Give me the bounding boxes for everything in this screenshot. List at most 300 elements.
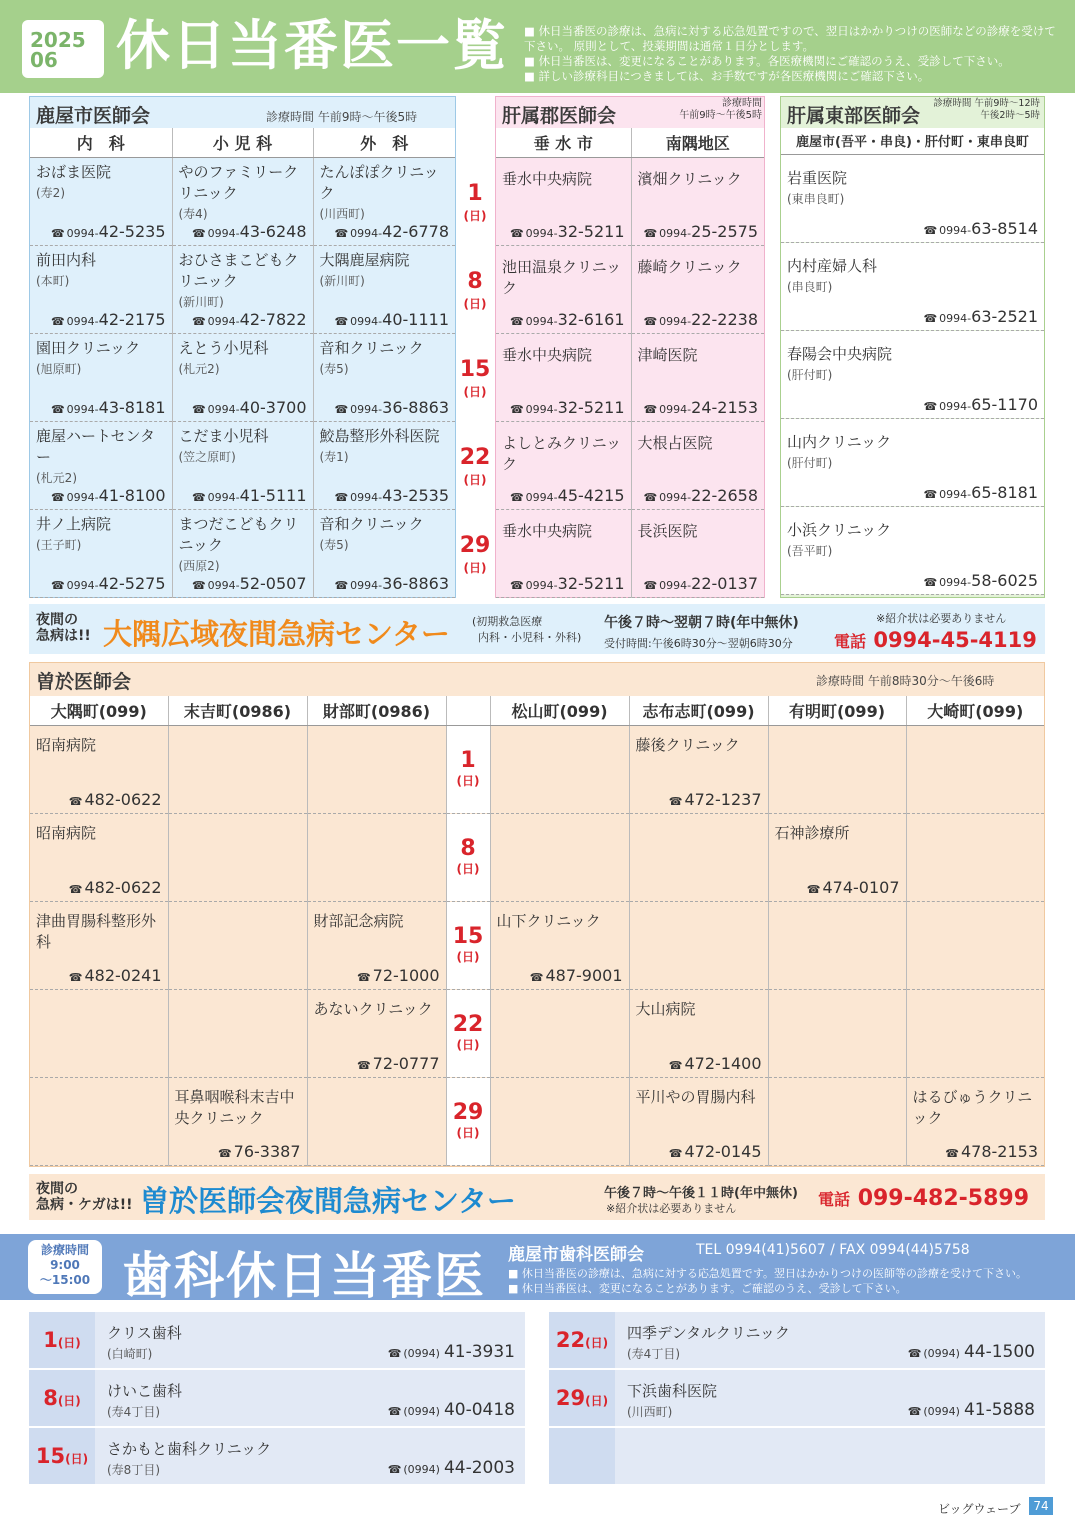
clinic-cell — [631, 334, 764, 422]
phone-prefix: 0994- — [939, 575, 972, 589]
phone-prefix: (0994) — [923, 1405, 960, 1418]
phone-number: 40-1111 — [382, 310, 449, 329]
clinic-cell — [313, 246, 455, 334]
phone-number: 482-0241 — [84, 966, 162, 985]
dental-row — [549, 1428, 1045, 1484]
clinic-cell — [307, 902, 446, 990]
clinic-phone — [51, 398, 166, 417]
phone-number: 43-6248 — [239, 222, 307, 241]
clinic-cell — [307, 726, 446, 814]
clinic-area: (川西町) — [319, 207, 365, 221]
phone-prefix: 0994- — [350, 491, 383, 504]
clinic-name: 津崎医院 — [637, 346, 698, 364]
clinic-phone — [923, 219, 1038, 238]
clinic-cell — [172, 510, 313, 598]
phone-prefix: 0994- — [939, 399, 972, 413]
clinic-cell — [30, 1078, 168, 1166]
phone-icon — [51, 486, 67, 505]
clinic-name: 垂水中央病院 — [502, 346, 593, 364]
dental-row — [29, 1370, 525, 1426]
phone-icon — [643, 398, 659, 417]
clinic-area: (東串良町) — [787, 191, 845, 206]
kimotsuki-header-row — [496, 128, 764, 158]
clinic-phone — [192, 222, 307, 241]
clinic-name: 財部記念病院 — [313, 912, 404, 930]
clinic-cell — [168, 814, 307, 902]
clinic-area: (旭原町) — [36, 362, 82, 376]
night2-lead: 夜間の 急病・ケガは!! — [36, 1181, 133, 1213]
phone-number: 65-8181 — [971, 482, 1038, 502]
clinic-phone — [510, 310, 625, 329]
day-marker — [455, 447, 495, 488]
soo-hours: 診療時間 午前8時30分～午後6時 — [816, 674, 995, 688]
clinic-area: (寿5) — [319, 362, 349, 376]
day-cell — [446, 990, 490, 1078]
clinic-area: (白崎町) — [107, 1347, 153, 1361]
phone-number: 65-1170 — [971, 394, 1038, 414]
page-title: 休日当番医一覧 — [116, 14, 508, 77]
phone-prefix: 0994- — [525, 315, 558, 328]
day-number: 8 — [460, 836, 476, 861]
table-row — [496, 246, 764, 334]
clinic-area: (川西町) — [627, 1405, 673, 1419]
dental-day — [29, 1312, 95, 1368]
dental-notes: ■ 休日当番医の診療は、急病に対する応急処置です。翌日はかかりつけの医師等の診療を受けて下さい。 ■ 休日当番医は、変更になることがあります。ご確認のうえ、受診して下さい。 — [508, 1267, 1028, 1295]
clinic-cell — [490, 990, 629, 1078]
clinic-cell — [906, 1078, 1044, 1166]
day-marker — [455, 183, 495, 224]
phone-icon — [357, 1054, 373, 1073]
phone-prefix: 0994- — [207, 491, 240, 504]
clinic-cell — [30, 726, 168, 814]
clinic-phone — [643, 222, 758, 241]
clinic-name: 鮫島整形外科医院 — [319, 427, 440, 445]
kimotsuki-east-table — [781, 128, 1044, 595]
clinic-phone — [357, 1054, 440, 1073]
kimotsuki-east-hours: 診療時間 午前9時～12時 午後2時～5時 — [933, 98, 1040, 121]
clinic-name: 内村産婦人科 — [787, 256, 878, 275]
phone-prefix: 0994- — [66, 227, 99, 240]
clinic-name: 垂水中央病院 — [502, 170, 593, 188]
table-row — [30, 902, 1044, 990]
clinic-cell — [30, 990, 168, 1078]
clinic-cell — [168, 902, 307, 990]
day-of-week: (日) — [57, 1336, 81, 1350]
kanoya-hours: 診療時間 午前9時～午後5時 — [266, 110, 418, 124]
dental-row — [549, 1370, 1045, 1426]
month-text: 06 — [30, 48, 58, 72]
clinic-cell — [168, 726, 307, 814]
clinic-phone — [510, 398, 625, 417]
dental-day — [29, 1370, 95, 1426]
kimotsuki-col-header: 垂 水 市 — [496, 128, 631, 158]
clinic-phone — [192, 398, 307, 417]
clinic-phone — [334, 222, 449, 241]
clinic-name: さかもと歯科クリニック — [107, 1440, 272, 1458]
clinic-name: 音和クリニック — [319, 339, 424, 357]
clinic-cell — [30, 158, 172, 246]
phone-icon — [807, 878, 823, 897]
clinic-cell — [629, 726, 768, 814]
day-cell — [446, 1078, 490, 1166]
clinic-phone — [69, 790, 162, 809]
clinic-name: やのファミリークリニック — [178, 163, 299, 202]
day-of-week: (日) — [585, 1336, 609, 1350]
night1-hours: 午後７時～翌朝７時(年中無休) — [604, 615, 799, 631]
clinic-cell — [307, 990, 446, 1078]
clinic-cell — [307, 814, 446, 902]
table-row — [781, 154, 1044, 242]
table-row — [30, 726, 1044, 814]
clinic-cell — [172, 246, 313, 334]
kimotsuki-east-col-header: 鹿屋市(吾平・串良)・肝付町・東串良町 — [781, 128, 1044, 154]
day-number: 22 — [452, 1012, 484, 1037]
clinic-phone — [923, 571, 1038, 590]
day-of-week: (日) — [456, 862, 480, 876]
table-row — [781, 418, 1044, 506]
day-number: 15 — [35, 1444, 66, 1468]
day-of-week: (日) — [456, 950, 480, 964]
phone-icon — [192, 398, 208, 417]
phone-number: 24-2153 — [691, 398, 758, 417]
soo-col-header: 財部町(0986) — [307, 696, 446, 726]
day-number: 15 — [459, 357, 491, 382]
phone-icon — [69, 966, 85, 985]
phone-number: 32-6161 — [557, 310, 625, 329]
phone-prefix: 0994- — [66, 491, 99, 504]
clinic-name: クリス歯科 — [107, 1324, 182, 1342]
clinic-name: よしとみクリニック — [502, 434, 622, 473]
phone-number: 32-5211 — [557, 574, 625, 593]
clinic-cell — [496, 158, 631, 246]
phone-number: 72-0777 — [372, 1054, 440, 1073]
phone-icon — [908, 1342, 924, 1362]
table-row — [496, 422, 764, 510]
phone-prefix: 0994- — [525, 403, 558, 416]
phone-prefix: 0994- — [350, 579, 383, 592]
phone-prefix: (0994) — [403, 1347, 440, 1360]
dental-row — [29, 1312, 525, 1368]
clinic-name: 四季デンタルクリニック — [627, 1324, 790, 1342]
clinic-phone — [192, 310, 307, 329]
phone-number: 42-6778 — [382, 222, 449, 241]
day-number: 22 — [459, 445, 491, 470]
dental-day — [549, 1370, 615, 1426]
soo-title: 曽於医師会 — [36, 671, 132, 693]
clinic-cell — [768, 1078, 906, 1166]
day-of-week: (日) — [463, 385, 487, 399]
kanoya-table — [30, 128, 455, 598]
clinic-phone — [334, 310, 449, 329]
phone-number: 22-2238 — [691, 310, 758, 329]
phone-prefix: 0994- — [659, 227, 692, 240]
phone-icon — [357, 966, 373, 985]
clinic-cell — [490, 1078, 629, 1166]
table-row — [496, 510, 764, 598]
day-number: 8 — [43, 1386, 58, 1410]
kimotsuki-table — [496, 128, 764, 598]
phone-icon — [643, 574, 659, 593]
kimotsuki-col-header: 南隅地区 — [631, 128, 764, 158]
day-number: 1 — [460, 748, 476, 773]
phone-icon — [923, 571, 939, 590]
phone-prefix: 0994- — [207, 579, 240, 592]
phone-number: 63-2521 — [971, 306, 1038, 326]
night2-hours: 午後７時～午後１１時(年中無休) — [604, 1186, 798, 1201]
day-number: 29 — [452, 1100, 484, 1125]
clinic-cell — [629, 1078, 768, 1166]
phone-prefix: 0994- — [66, 315, 99, 328]
phone-icon — [69, 878, 85, 897]
phone-icon — [69, 790, 85, 809]
clinic-phone — [51, 222, 166, 241]
phone-prefix: 0994- — [939, 311, 972, 325]
dental-day — [549, 1312, 615, 1368]
clinic-cell — [168, 990, 307, 1078]
phone-prefix: 0994- — [207, 315, 240, 328]
phone-number: 472-1400 — [684, 1054, 762, 1073]
clinic-phone — [51, 574, 166, 593]
kimotsuki-east-header-row — [781, 128, 1044, 154]
clinic-area: (寿2) — [36, 186, 65, 200]
phone-icon — [669, 1054, 685, 1073]
clinic-area: (寿4丁目) — [107, 1405, 160, 1419]
year-text: 2025 — [30, 28, 86, 52]
phone-icon — [923, 219, 939, 238]
clinic-cell — [490, 814, 629, 902]
clinic-area: (寿4) — [178, 207, 208, 221]
clinic-cell — [631, 158, 764, 246]
phone-icon — [510, 222, 526, 241]
clinic-name: あないクリニック — [313, 1000, 433, 1018]
clinic-cell — [631, 510, 764, 598]
phone-icon — [643, 310, 659, 329]
phone-prefix: 0994- — [525, 579, 558, 592]
clinic-cell — [30, 814, 168, 902]
dental-title: 歯科休日当番医 — [122, 1247, 486, 1305]
day-cell — [446, 726, 490, 814]
table-row — [30, 1078, 1044, 1166]
clinic-name: 津曲胃腸科整形外科 — [36, 912, 157, 951]
night1-sub: (初期救急医療 内科・小児科・外科) — [472, 615, 582, 644]
clinic-cell — [313, 158, 455, 246]
clinic-area: (吾平町) — [787, 543, 833, 558]
clinic-area: (王子町) — [36, 538, 82, 552]
clinic-phone — [334, 398, 449, 417]
table-row — [781, 506, 1044, 594]
clinic-cell — [313, 510, 455, 598]
clinic-cell — [631, 246, 764, 334]
clinic-phone — [908, 1400, 1035, 1420]
clinic-cell — [496, 422, 631, 510]
clinic-phone — [807, 878, 900, 897]
clinic-cell — [172, 158, 313, 246]
kimotsuki-hours: 診療時間 午前9時～午後5時 — [679, 98, 762, 121]
phone-icon — [51, 574, 67, 593]
phone-icon — [510, 486, 526, 505]
clinic-phone — [218, 1142, 301, 1161]
clinic-cell — [496, 334, 631, 422]
kanoya-col-header: 小 児 科 — [172, 128, 313, 158]
phone-number: 32-5211 — [557, 398, 625, 417]
phone-prefix: 0994- — [525, 227, 558, 240]
phone-prefix: (0994) — [923, 1347, 960, 1360]
clinic-cell — [172, 422, 313, 510]
clinic-cell — [490, 902, 629, 990]
phone-prefix: (0994) — [403, 1405, 440, 1418]
clinic-cell — [30, 334, 172, 422]
clinic-area: (肝付町) — [787, 367, 833, 382]
clinic-phone — [669, 1054, 762, 1073]
phone-number: 36-8863 — [382, 398, 449, 417]
phone-number: 42-7822 — [239, 310, 307, 329]
phone-icon — [669, 1142, 685, 1161]
table-row — [30, 246, 455, 334]
day-number: 29 — [459, 533, 491, 558]
phone-number: 43-2535 — [382, 486, 449, 505]
phone-number: 32-5211 — [557, 222, 625, 241]
day-of-week: (日) — [463, 473, 487, 487]
clinic-name: こだま小児科 — [178, 427, 269, 445]
clinic-cell — [629, 902, 768, 990]
year-month — [30, 30, 100, 70]
clinic-name: 平川やの胃腸内科 — [635, 1088, 756, 1106]
clinic-phone — [643, 486, 758, 505]
clinic-cell — [30, 246, 172, 334]
phone-number: 58-6025 — [971, 570, 1038, 590]
clinic-phone — [388, 1342, 515, 1362]
table-row — [496, 334, 764, 422]
phone-prefix: (0994) — [403, 1463, 440, 1476]
day-of-week: (日) — [463, 297, 487, 311]
clinic-name: 濱畑クリニック — [637, 170, 742, 188]
phone-number: 63-8514 — [971, 218, 1038, 238]
phone-prefix: 0994- — [66, 403, 99, 416]
soo-col-header: 大崎町(099) — [906, 696, 1044, 726]
clinic-phone — [357, 966, 440, 985]
table-row — [30, 422, 455, 510]
day-of-week: (日) — [65, 1452, 89, 1466]
clinic-cell — [490, 726, 629, 814]
clinic-cell — [172, 334, 313, 422]
night2-tel: 電話 099-482-5899 — [818, 1186, 1030, 1211]
phone-icon — [334, 398, 350, 417]
phone-icon — [643, 222, 659, 241]
phone-icon — [530, 966, 546, 985]
phone-icon — [510, 398, 526, 417]
clinic-phone — [923, 483, 1038, 502]
phone-number: 482-0622 — [84, 878, 162, 897]
header-notes: ■ 休日当番医の診療は、急病に対する応急処置ですので、翌日はかかりつけの医師などの診療を受けて下さい。 原則として、投薬期間は通常１日分とします。 ■ 休日当番医は、変更になることがあります。各医療機関にご確認のうえ、受診して下さい。 ■ 詳しい診療科目につきましては、お手数ですが各医療機関にご確認下さい。 — [524, 24, 1056, 83]
phone-icon — [334, 574, 350, 593]
clinic-name: 園田クリニック — [36, 339, 141, 357]
clinic-name: 大山病院 — [635, 1000, 696, 1018]
table-row — [781, 330, 1044, 418]
clinic-area: (寿5) — [319, 538, 349, 552]
table-row — [30, 510, 455, 598]
phone-prefix: 0994- — [939, 487, 972, 501]
clinic-name: 藤崎クリニック — [637, 258, 742, 276]
soo-col-header: 有明町(099) — [768, 696, 906, 726]
soo-day-header — [446, 696, 490, 726]
clinic-cell — [631, 422, 764, 510]
clinic-name: 前田内科 — [36, 251, 97, 269]
day-marker — [455, 271, 495, 312]
phone-number: 36-8863 — [382, 574, 449, 593]
phone-number: 487-9001 — [545, 966, 623, 985]
dental-contact: TEL 0994(41)5607 / FAX 0994(44)5758 — [696, 1242, 970, 1258]
clinic-phone — [388, 1458, 515, 1478]
clinic-name: 昭南病院 — [36, 736, 97, 754]
day-of-week: (日) — [456, 1126, 480, 1140]
phone-icon — [923, 307, 939, 326]
clinic-cell — [781, 418, 1044, 506]
phone-prefix: 0994- — [207, 403, 240, 416]
day-of-week: (日) — [456, 1038, 480, 1052]
kanoya-col-header: 外 科 — [313, 128, 455, 158]
soo-col-header: 志布志町(099) — [629, 696, 768, 726]
clinic-area: (肝付町) — [787, 455, 833, 470]
day-of-week: (日) — [585, 1394, 609, 1408]
clinic-area: (串良町) — [787, 279, 833, 294]
clinic-area: (寿4丁目) — [627, 1347, 680, 1361]
clinic-cell — [629, 814, 768, 902]
phone-number: 482-0622 — [84, 790, 162, 809]
clinic-name: 昭南病院 — [36, 824, 97, 842]
clinic-cell — [781, 330, 1044, 418]
phone-number: 42-5235 — [98, 222, 166, 241]
clinic-cell — [313, 422, 455, 510]
clinic-cell — [781, 154, 1044, 242]
phone-icon — [669, 790, 685, 809]
clinic-name: たんぽぽクリニック — [319, 163, 439, 202]
day-number: 22 — [555, 1328, 586, 1352]
clinic-cell — [168, 1078, 307, 1166]
phone-icon — [192, 310, 208, 329]
clinic-area: (本町) — [36, 274, 70, 288]
kanoya-title: 鹿屋市医師会 — [36, 105, 151, 127]
clinic-phone — [388, 1400, 515, 1420]
phone-number: 44-1500 — [963, 1342, 1035, 1362]
phone-prefix: 0994- — [66, 579, 99, 592]
clinic-phone — [669, 790, 762, 809]
clinic-area: (札元2) — [178, 362, 220, 376]
clinic-phone — [69, 966, 162, 985]
night1-tel: 電話 0994-45-4119 — [834, 628, 1037, 652]
day-number: 15 — [452, 924, 484, 949]
clinic-name: 下浜歯科医院 — [627, 1382, 718, 1400]
day-of-week: (日) — [456, 774, 480, 788]
clinic-cell — [30, 510, 172, 598]
clinic-phone — [945, 1142, 1038, 1161]
dental-hours-badge: 診療時間 9:00 ～15:00 — [28, 1240, 102, 1294]
clinic-cell — [768, 814, 906, 902]
kimotsuki-title: 肝属郡医師会 — [502, 105, 617, 127]
phone-number: 22-2658 — [691, 486, 758, 505]
table-row — [30, 334, 455, 422]
clinic-cell — [496, 510, 631, 598]
clinic-name: 春陽会中央病院 — [787, 344, 893, 363]
clinic-area: (新川町) — [319, 274, 365, 288]
clinic-cell — [768, 902, 906, 990]
clinic-name: 岩重医院 — [787, 168, 848, 187]
clinic-phone — [51, 310, 166, 329]
soo-col-header: 大隅町(099) — [30, 696, 168, 726]
soo-header-row — [30, 696, 1044, 726]
clinic-cell — [30, 422, 172, 510]
clinic-name: 石神診療所 — [774, 824, 850, 842]
night1-note: ※紹介状は必要ありません — [876, 612, 1007, 625]
